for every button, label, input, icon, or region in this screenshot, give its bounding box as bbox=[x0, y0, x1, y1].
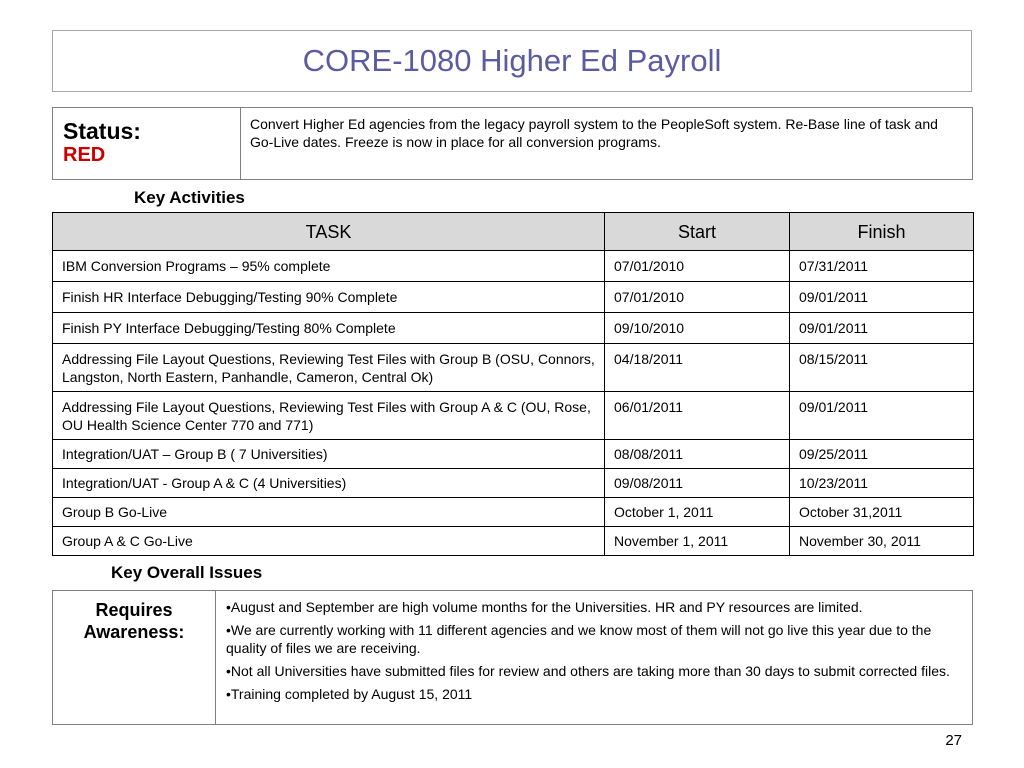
finish-cell: October 31,2011 bbox=[790, 498, 974, 527]
finish-cell: 07/31/2011 bbox=[790, 251, 974, 282]
task-cell: IBM Conversion Programs – 95% complete bbox=[53, 251, 605, 282]
task-cell: Finish PY Interface Debugging/Testing 80% Complete bbox=[53, 313, 605, 344]
table-row bbox=[53, 440, 974, 469]
table-row bbox=[53, 313, 974, 344]
task-cell: Addressing File Layout Questions, Reviewing Test Files with Group A & C (OU, Rose, OU Health Science Center 770 and 771) bbox=[53, 392, 605, 440]
status-value: RED bbox=[63, 144, 106, 166]
task-cell: Group A & C Go-Live bbox=[53, 527, 605, 556]
column-header-task: TASK bbox=[53, 213, 605, 251]
issue-item: •August and September are high volume months for the Universities. HR and PY resources are limited. bbox=[226, 599, 863, 615]
task-cell: Finish HR Interface Debugging/Testing 90% Complete bbox=[53, 282, 605, 313]
requires-awareness-label: Requires Awareness: bbox=[53, 591, 216, 725]
title-box bbox=[52, 30, 972, 92]
task-cell: Integration/UAT - Group A & C (4 Universities) bbox=[53, 469, 605, 498]
start-cell: 09/08/2011 bbox=[605, 469, 790, 498]
table-row bbox=[53, 527, 974, 556]
column-header-start: Start bbox=[605, 213, 790, 251]
start-cell: 07/01/2010 bbox=[605, 251, 790, 282]
finish-cell: 09/25/2011 bbox=[790, 440, 974, 469]
page-number: 27 bbox=[945, 732, 962, 749]
issue-item: •Not all Universities have submitted files for review and others are taking more than 30 days to submit corrected files. bbox=[226, 663, 950, 679]
table-row bbox=[53, 469, 974, 498]
status-description: Convert Higher Ed agencies from the legacy payroll system to the PeopleSoft system. Re-Base line of task and Go-Live dates. Freeze is now in place for all conversion programs. bbox=[241, 108, 973, 180]
start-cell: 04/18/2011 bbox=[605, 344, 790, 392]
start-cell: 09/10/2010 bbox=[605, 313, 790, 344]
key-activities-table bbox=[52, 212, 974, 556]
finish-cell: 08/15/2011 bbox=[790, 344, 974, 392]
status-cell bbox=[53, 108, 241, 180]
task-cell: Integration/UAT – Group B ( 7 Universities) bbox=[53, 440, 605, 469]
status-table bbox=[52, 107, 973, 180]
finish-cell: 10/23/2011 bbox=[790, 469, 974, 498]
column-header-finish: Finish bbox=[790, 213, 974, 251]
issue-item: •We are currently working with 11 different agencies and we know most of them will not go live this year due to the quality of files we are receiving. bbox=[226, 622, 932, 656]
table-row bbox=[53, 392, 974, 440]
table-row bbox=[53, 344, 974, 392]
issue-item: •Training completed by August 15, 2011 bbox=[226, 686, 473, 702]
key-issues-heading: Key Overall Issues bbox=[111, 563, 263, 582]
start-cell: 07/01/2010 bbox=[605, 282, 790, 313]
start-cell: 08/08/2011 bbox=[605, 440, 790, 469]
table-header-row bbox=[53, 213, 974, 251]
start-cell: October 1, 2011 bbox=[605, 498, 790, 527]
finish-cell: 09/01/2011 bbox=[790, 392, 974, 440]
table-row bbox=[53, 282, 974, 313]
finish-cell: 09/01/2011 bbox=[790, 313, 974, 344]
table-row bbox=[53, 498, 974, 527]
start-cell: 06/01/2011 bbox=[605, 392, 790, 440]
key-activities-heading: Key Activities bbox=[134, 188, 245, 207]
start-cell: November 1, 2011 bbox=[605, 527, 790, 556]
finish-cell: November 30, 2011 bbox=[790, 527, 974, 556]
table-row bbox=[53, 251, 974, 282]
finish-cell: 09/01/2011 bbox=[790, 282, 974, 313]
issues-list bbox=[216, 591, 973, 725]
task-cell: Group B Go-Live bbox=[53, 498, 605, 527]
task-cell: Addressing File Layout Questions, Reviewing Test Files with Group B (OSU, Connors, Langston, North Eastern, Panhandle, Cameron, Central Ok) bbox=[53, 344, 605, 392]
page-title: CORE-1080 Higher Ed Payroll bbox=[302, 43, 722, 78]
key-issues-table bbox=[52, 590, 973, 725]
status-label: Status: bbox=[63, 118, 141, 144]
